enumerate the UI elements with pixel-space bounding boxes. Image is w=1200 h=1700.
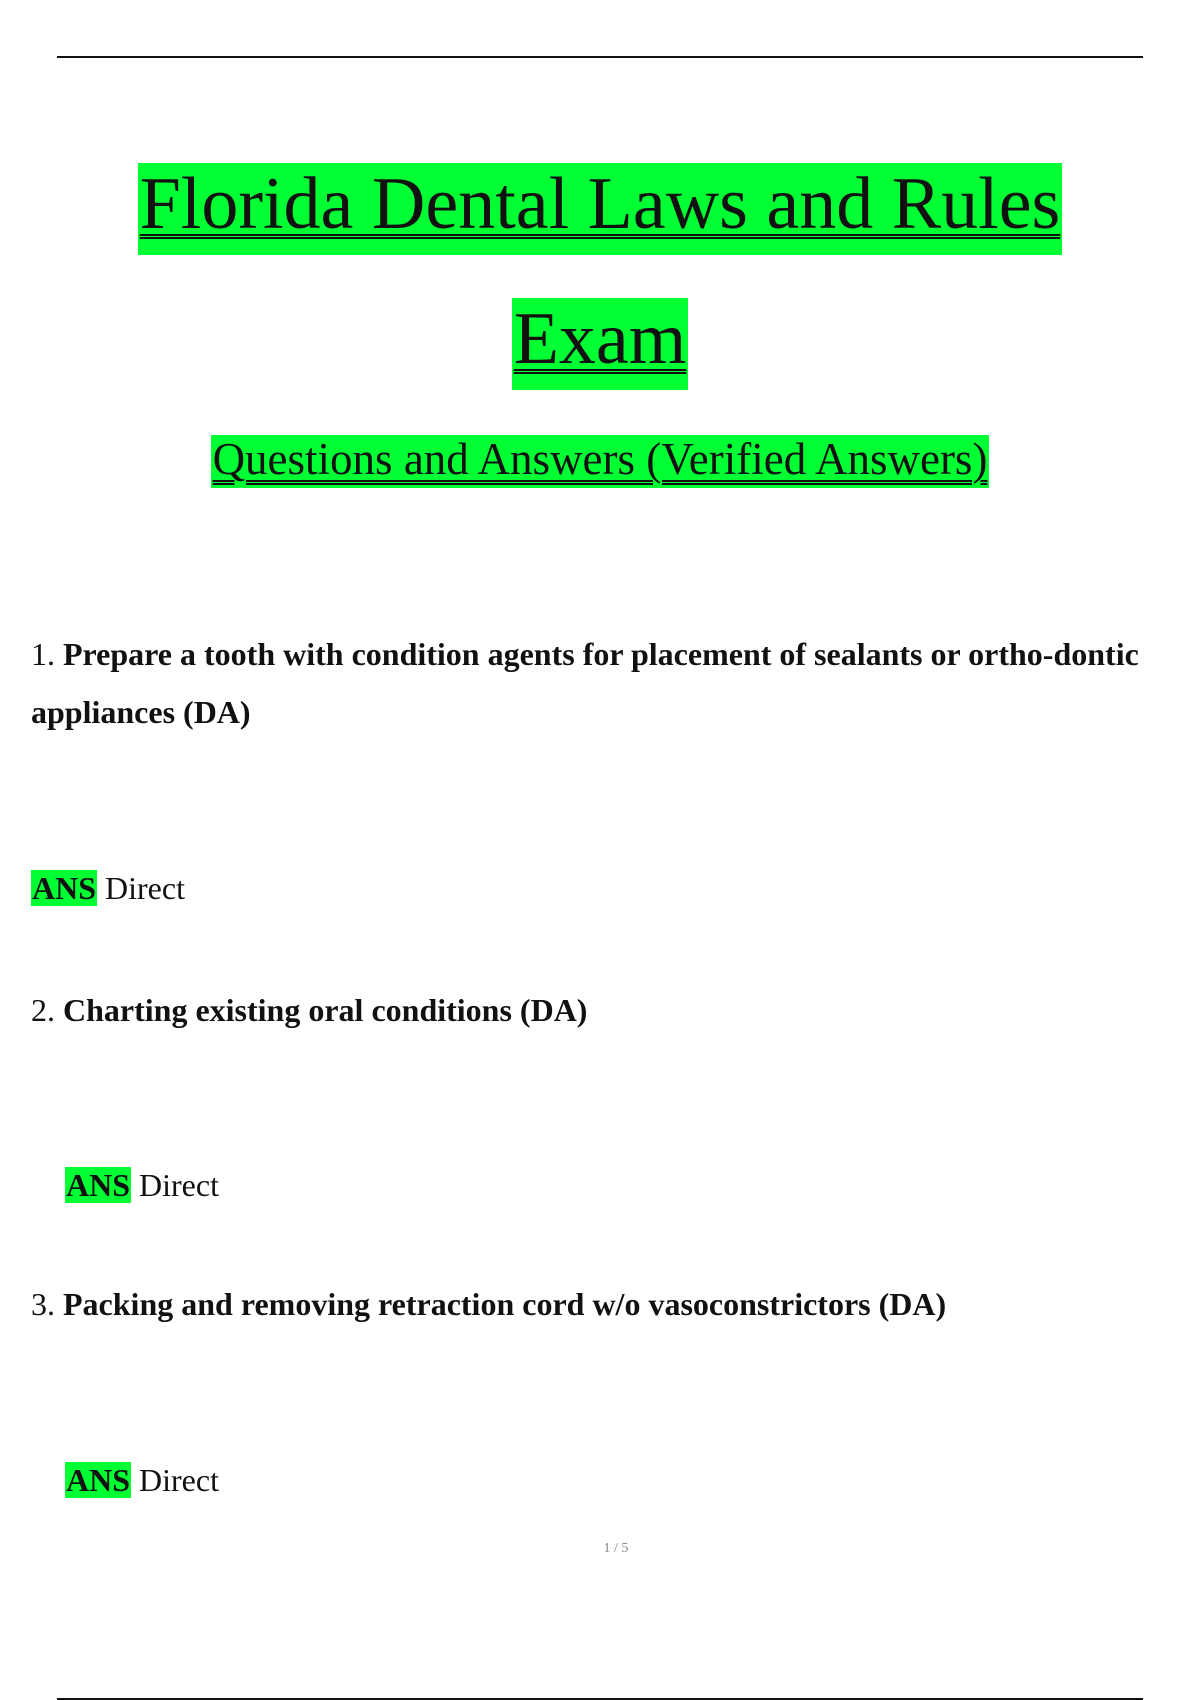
question-item	[31, 981, 1141, 1039]
top-rule	[57, 56, 1143, 58]
question-number: 2.	[31, 992, 55, 1028]
subtitle-text: Questions and Answers (Verified Answers)	[211, 435, 990, 488]
question-text: Prepare a tooth with condition agents for placement of sealants or ortho-dontic appliances (DA)	[31, 636, 1139, 730]
question-text: Packing and removing retraction cord w/o vasoconstrictors (DA)	[63, 1286, 947, 1322]
answer-tag: ANS	[66, 1167, 131, 1203]
document-subtitle	[0, 435, 1200, 488]
question-item	[31, 1275, 1141, 1333]
answer-text: Direct	[139, 1462, 219, 1498]
answer-tag: ANS	[66, 1462, 131, 1498]
answer-text: Direct	[139, 1167, 219, 1203]
question-item	[31, 625, 1141, 741]
document-title-line-2	[0, 298, 1200, 390]
question-text: Charting existing oral conditions (DA)	[63, 992, 588, 1028]
answer-line	[65, 1167, 219, 1203]
answer-tag: ANS	[32, 870, 97, 906]
answer-line	[31, 870, 185, 906]
document-title-line-1	[0, 163, 1200, 255]
page-number: 1 / 5	[603, 1541, 629, 1556]
question-number: 3.	[31, 1286, 55, 1322]
question-number: 1.	[31, 636, 55, 672]
title-line-2-text: Exam	[512, 298, 689, 390]
answer-line	[65, 1462, 219, 1498]
title-line-1-text: Florida Dental Laws and Rules	[138, 163, 1063, 255]
answer-text: Direct	[105, 870, 185, 906]
